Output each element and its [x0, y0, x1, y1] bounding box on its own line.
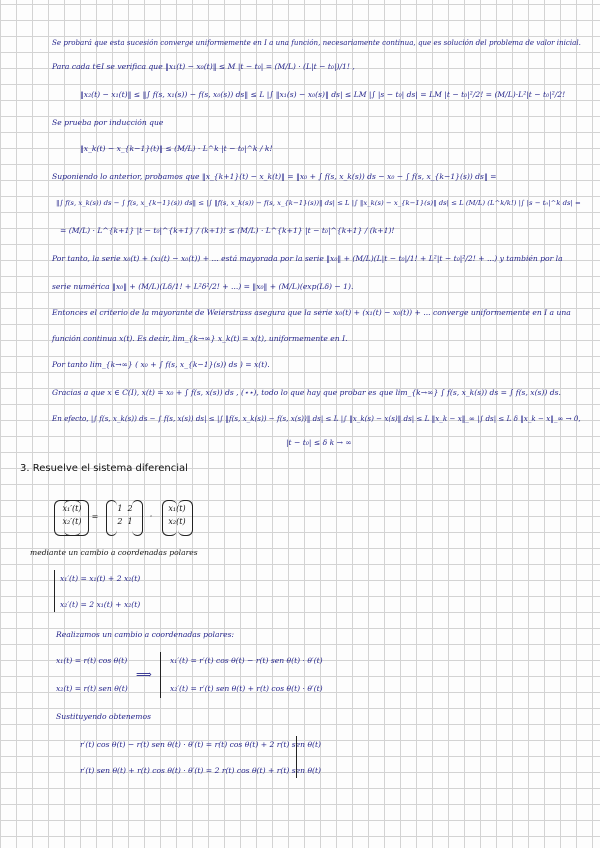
- derivative-equation: x₂′(t) = r′(t) sen θ(t) + r(t) cos θ(t) · θ′(t): [170, 684, 323, 693]
- system-brace: [54, 570, 55, 612]
- formula-line: ‖x_k(t) − x_{k−1}(t)‖ ≤ (M/L) · L^k |t − t₀|^k / k!: [80, 144, 273, 153]
- vector-entry: x₁(t): [168, 504, 186, 513]
- text-line: |t − t₀| ≤ δ k → ∞: [286, 438, 352, 447]
- matrix-entry: 2: [127, 504, 133, 513]
- vector-entry: x₂(t): [168, 517, 186, 526]
- text-line: Se prueba por inducción que: [52, 118, 164, 127]
- matrix-bracket: [178, 500, 193, 536]
- system-equation: x₂′(t) = 2 x₁(t) + x₂(t): [60, 600, 141, 609]
- formula-line: ‖x₂(t) − x₁(t)‖ ≤ ‖∫ f(s, x₁(s)) − f(s, x₀(s)) ds‖ ≤ L |∫ ‖x₁(s) − x₀(s)‖ ds| ≤ LM |∫ |s − t₀| ds| = LM |t − t₀|²/2! = (M/L)·L²|t − t₀|²/2!: [80, 90, 566, 99]
- derivatives-brace: [160, 652, 161, 698]
- text-line: Gracias a que x ∈ C(I), x(t) = x₀ + ∫ f(s, x(s)) ds , (⋆⋆), todo lo que hay que probar es que lim_{k→∞} ∫ f(s, x_k(s)) ds = ∫ f(s, x(s)) ds.: [52, 388, 561, 397]
- text-line: Por tanto lim_{k→∞} ( x₀ + ∫ f(s, x_{k−1}(s)) ds ) = x(t).: [52, 360, 270, 369]
- polar-equation: x₂(t) = r(t) sen θ(t): [56, 684, 128, 693]
- vector-entry: x₂′(t): [62, 517, 82, 526]
- equals-sign: =: [91, 512, 99, 521]
- formula-line: ‖∫ f(s, x_k(s)) ds − ∫ f(s, x_{k−1}(s)) ds‖ ≤ |∫ ‖f(s, x_k(s)) − f(s, x_{k−1}(s))‖ ds| ≤ L |∫ ‖x_k(s) − x_{k−1}(s)‖ ds| ≤ L (M/L) (L^k/k!) |∫ |s − t₀|^k ds| =: [56, 199, 581, 207]
- section-heading: 3. Resuelve el sistema diferencial: [20, 463, 188, 474]
- text-line: serie numérica ‖x₀‖ + (M/L)(Lδ/1! + L²δ²/2! + ...) = ‖x₀‖ + (M/L)(exp(Lδ) − 1).: [52, 282, 354, 291]
- text-line: Se probará que esta sucesión converge uniformemente en I a una función, necesariamente continua, que es solución del problema de valor inicial.: [52, 38, 581, 47]
- vector-entry: x₁′(t): [62, 504, 82, 513]
- matrix-bracket: [64, 500, 89, 536]
- matrix-entry: 2: [117, 517, 123, 526]
- closing-brace: [296, 736, 297, 778]
- method-text: mediante un cambio a coordenadas polares: [30, 548, 198, 557]
- system-equation: x₁′(t) = x₁(t) + 2 x₂(t): [60, 574, 141, 583]
- text-line: Sustituyendo obtenemos: [56, 712, 151, 721]
- substituted-equation: r′(t) cos θ(t) − r(t) sen θ(t) · θ′(t) = r(t) cos θ(t) + 2 r(t) sen θ(t): [80, 740, 321, 749]
- dot-operator: ·: [149, 512, 153, 521]
- polar-equation: x₁(t) = r(t) cos θ(t): [56, 656, 128, 665]
- matrix-entry: 1: [117, 504, 123, 513]
- text-line: función continua x(t). Es decir, lim_{k→∞} x_k(t) = x(t), uniformemente en I.: [52, 334, 348, 343]
- formula-line: = (M/L) · L^{k+1} |t − t₀|^{k+1} / (k+1)! ≤ (M/L) · L^{k+1} |t − t₀|^{k+1} / (k+1)!: [60, 226, 395, 235]
- matrix-bracket: [132, 500, 143, 536]
- text-line: En efecto, |∫ f(s, x_k(s)) ds − ∫ f(s, x(s)) ds| ≤ |∫ ‖f(s, x_k(s)) − f(s, x(s))‖ ds| ≤ L |∫ ‖x_k(s) − x(s)‖ ds| ≤ L ‖x_k − x‖_∞ |∫ ds| ≤ L δ ‖x_k − x‖_∞ → 0,: [52, 414, 581, 423]
- text-line: Suponiendo lo anterior, probamos que ‖x_{k+1}(t) − x_k(t)‖ = ‖x₀ + ∫ f(s, x_k(s)) ds − x₀ − ∫ f(s, x_{k−1}(s)) ds‖ =: [52, 172, 497, 181]
- derivative-equation: x₁′(t) = r′(t) cos θ(t) − r(t) sen θ(t) · θ′(t): [170, 656, 323, 665]
- text-line: Realizamos un cambio a coordenadas polares:: [56, 630, 235, 639]
- implies-arrow: ⟹: [136, 668, 152, 681]
- matrix-entry: 1: [127, 517, 133, 526]
- text-line: Por tanto, la serie x₀(t) + (x₁(t) − x₀(t)) + ... está mayorada por la serie ‖x₀‖ + (M/L)(L|t − t₀|/1! + L²|t − t₀|²/2! + ...) y también por la: [52, 254, 563, 263]
- text-line: Entonces el criterio de la mayorante de Weierstrass asegura que la serie x₀(t) + (x₁(t) − x₀(t)) + ... converge uniformemente en I a una: [52, 308, 571, 317]
- substituted-equation: r′(t) sen θ(t) + r(t) cos θ(t) · θ′(t) = 2 r(t) cos θ(t) + r(t) sen θ(t): [80, 766, 321, 775]
- text-line: Para cada t∈I se verifica que ‖x₁(t) − x₀(t)‖ ≤ M |t − t₀| = (M/L) · (L|t − t₀|)/1! ,: [52, 62, 355, 71]
